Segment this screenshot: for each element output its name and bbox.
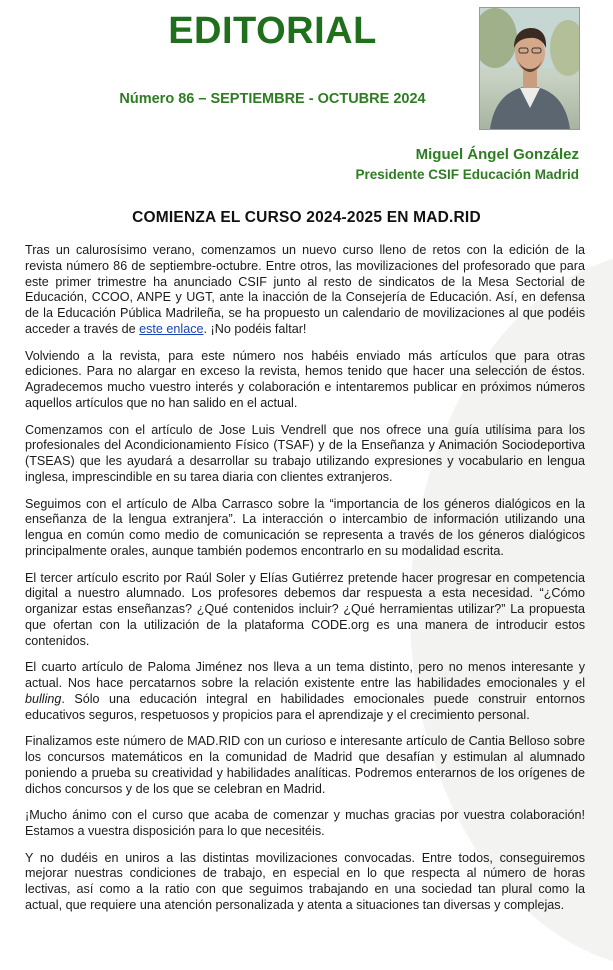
paragraph-9: Y no dudéis en uniros a las distintas movilizaciones convocadas. Entre todos, conseguiremos mejorar nuestras condiciones de trabajo, en especial en lo que respecta al número de horas lectivas, así como a la ratio con que seguimos trabajando en una sociedad tan plural como la actual, que requiere una atención personalizada y atenta a situaciones tan diversas y complejas. [25, 850, 585, 913]
issue-line: Número 86 – SEPTIEMBRE - OCTUBRE 2024 [119, 91, 426, 107]
paragraph-1 [25, 243, 585, 338]
bulling-term: bulling [25, 691, 62, 706]
page-title: EDITORIAL [168, 10, 377, 52]
author-name: Miguel Ángel González [415, 146, 579, 163]
paragraph-4: Seguimos con el artículo de Alba Carrasco sobre la “importancia de los géneros dialógicos en la enseñanza de la lengua extranjera”. La interacción o intercambio de información utilizando una lengua en común como medio de comunicación se representa a través de los géneros dialógicos principalmente orales, aunque también podemos encontrarlo en su modalidad escrita. [25, 496, 585, 558]
paragraph-1-text: Tras un calurosísimo verano, comenzamos un nuevo curso lleno de retos con la edición de la revista número 86 de septiembre-octubre. Entre otros, las movilizaciones del profesorado que para este primer trimestre ha anunciado CSIF junto al resto de sindicatos de la Mesa Sectorial de Educación, CCOO, ANPE y UGT, ante la inacción de la Consejería de Educación. Así, en defensa de la Educación Pública Madrileña, se ha propuesto un calendario de movilizaciones al que podéis acceder a través de [25, 243, 585, 336]
author-block [355, 146, 579, 182]
author-role: Presidente CSIF Educación Madrid [355, 167, 579, 182]
author-photo [479, 7, 580, 130]
paragraph-3: Comenzamos con el artículo de Jose Luis Vendrell que nos ofrece una guía utilísima para los profesionales del Acondicionamiento Físico (TSAF) y de la Enseñanza y Animación Sociodeportiva (TSEAS) que les ayudará a desarrollar su trabajo utilizando expresiones y vocabulario en lengua inglesa, imprescindible en su tarea diaria con clientes extranjeros. [25, 422, 585, 484]
paragraph-6-text: El cuarto artículo de Paloma Jiménez nos lleva a un tema distinto, pero no menos interesante y actual. Nos hace percatarnos sobre la relación existente entre las habilidades emocionales y el [25, 660, 585, 691]
article-headline: COMIENZA EL CURSO 2024-2025 EN MAD.RID [132, 209, 481, 226]
paragraph-1-end: . ¡No podéis faltar! [203, 321, 307, 336]
paragraph-8: ¡Mucho ánimo con el curso que acaba de comenzar y muchas gracias por vuestra colaboración! Estamos a vuestra disposición para lo que necesitéis. [25, 808, 585, 839]
paragraph-7: Finalizamos este número de MAD.RID con un curioso e interesante artículo de Cantia Belloso sobre los concursos matemáticos en la comunidad de Madrid que desafían y estimulan al alumnado poniendo a prueba su creatividad y habilidades analíticas. Podremos enterarnos de los orígenes de dichos concursos y de los que se celebran en Madrid. [25, 734, 585, 796]
paragraph-6-end: . Sólo una educación integral en habilidades emocionales puede construir entornos educativos seguros, respetuosos y propicios para el aprendizaje y el crecimiento personal. [25, 691, 585, 722]
paragraph-2: Volviendo a la revista, para este número nos habéis enviado más artículos que para otras ediciones. Para no alargar en exceso la revista, hemos tenido que hacer una selección de éstos. Agradecemos mucho vuestro interés y colaboración e intentaremos publicar en próximos números aquellos artículos que no han salido en el actual. [25, 348, 585, 410]
paragraph-5: El tercer artículo escrito por Raúl Soler y Elías Gutiérrez pretende hacer progresar en competencia digital a nuestro alumnado. Los profesores debemos dar respuesta a esta necesidad. “¿Cómo organizar estas enseñanzas? ¿Qué contenidos incluir? ¿Qué herramientas utilizar?” La propuesta que ofertan con la utilización de la plataforma CODE.org es una manera de introducir estos contenidos. [25, 570, 585, 648]
mobilizations-link[interactable]: este enlace [139, 321, 204, 336]
article-body [25, 243, 585, 925]
paragraph-6 [25, 660, 585, 723]
